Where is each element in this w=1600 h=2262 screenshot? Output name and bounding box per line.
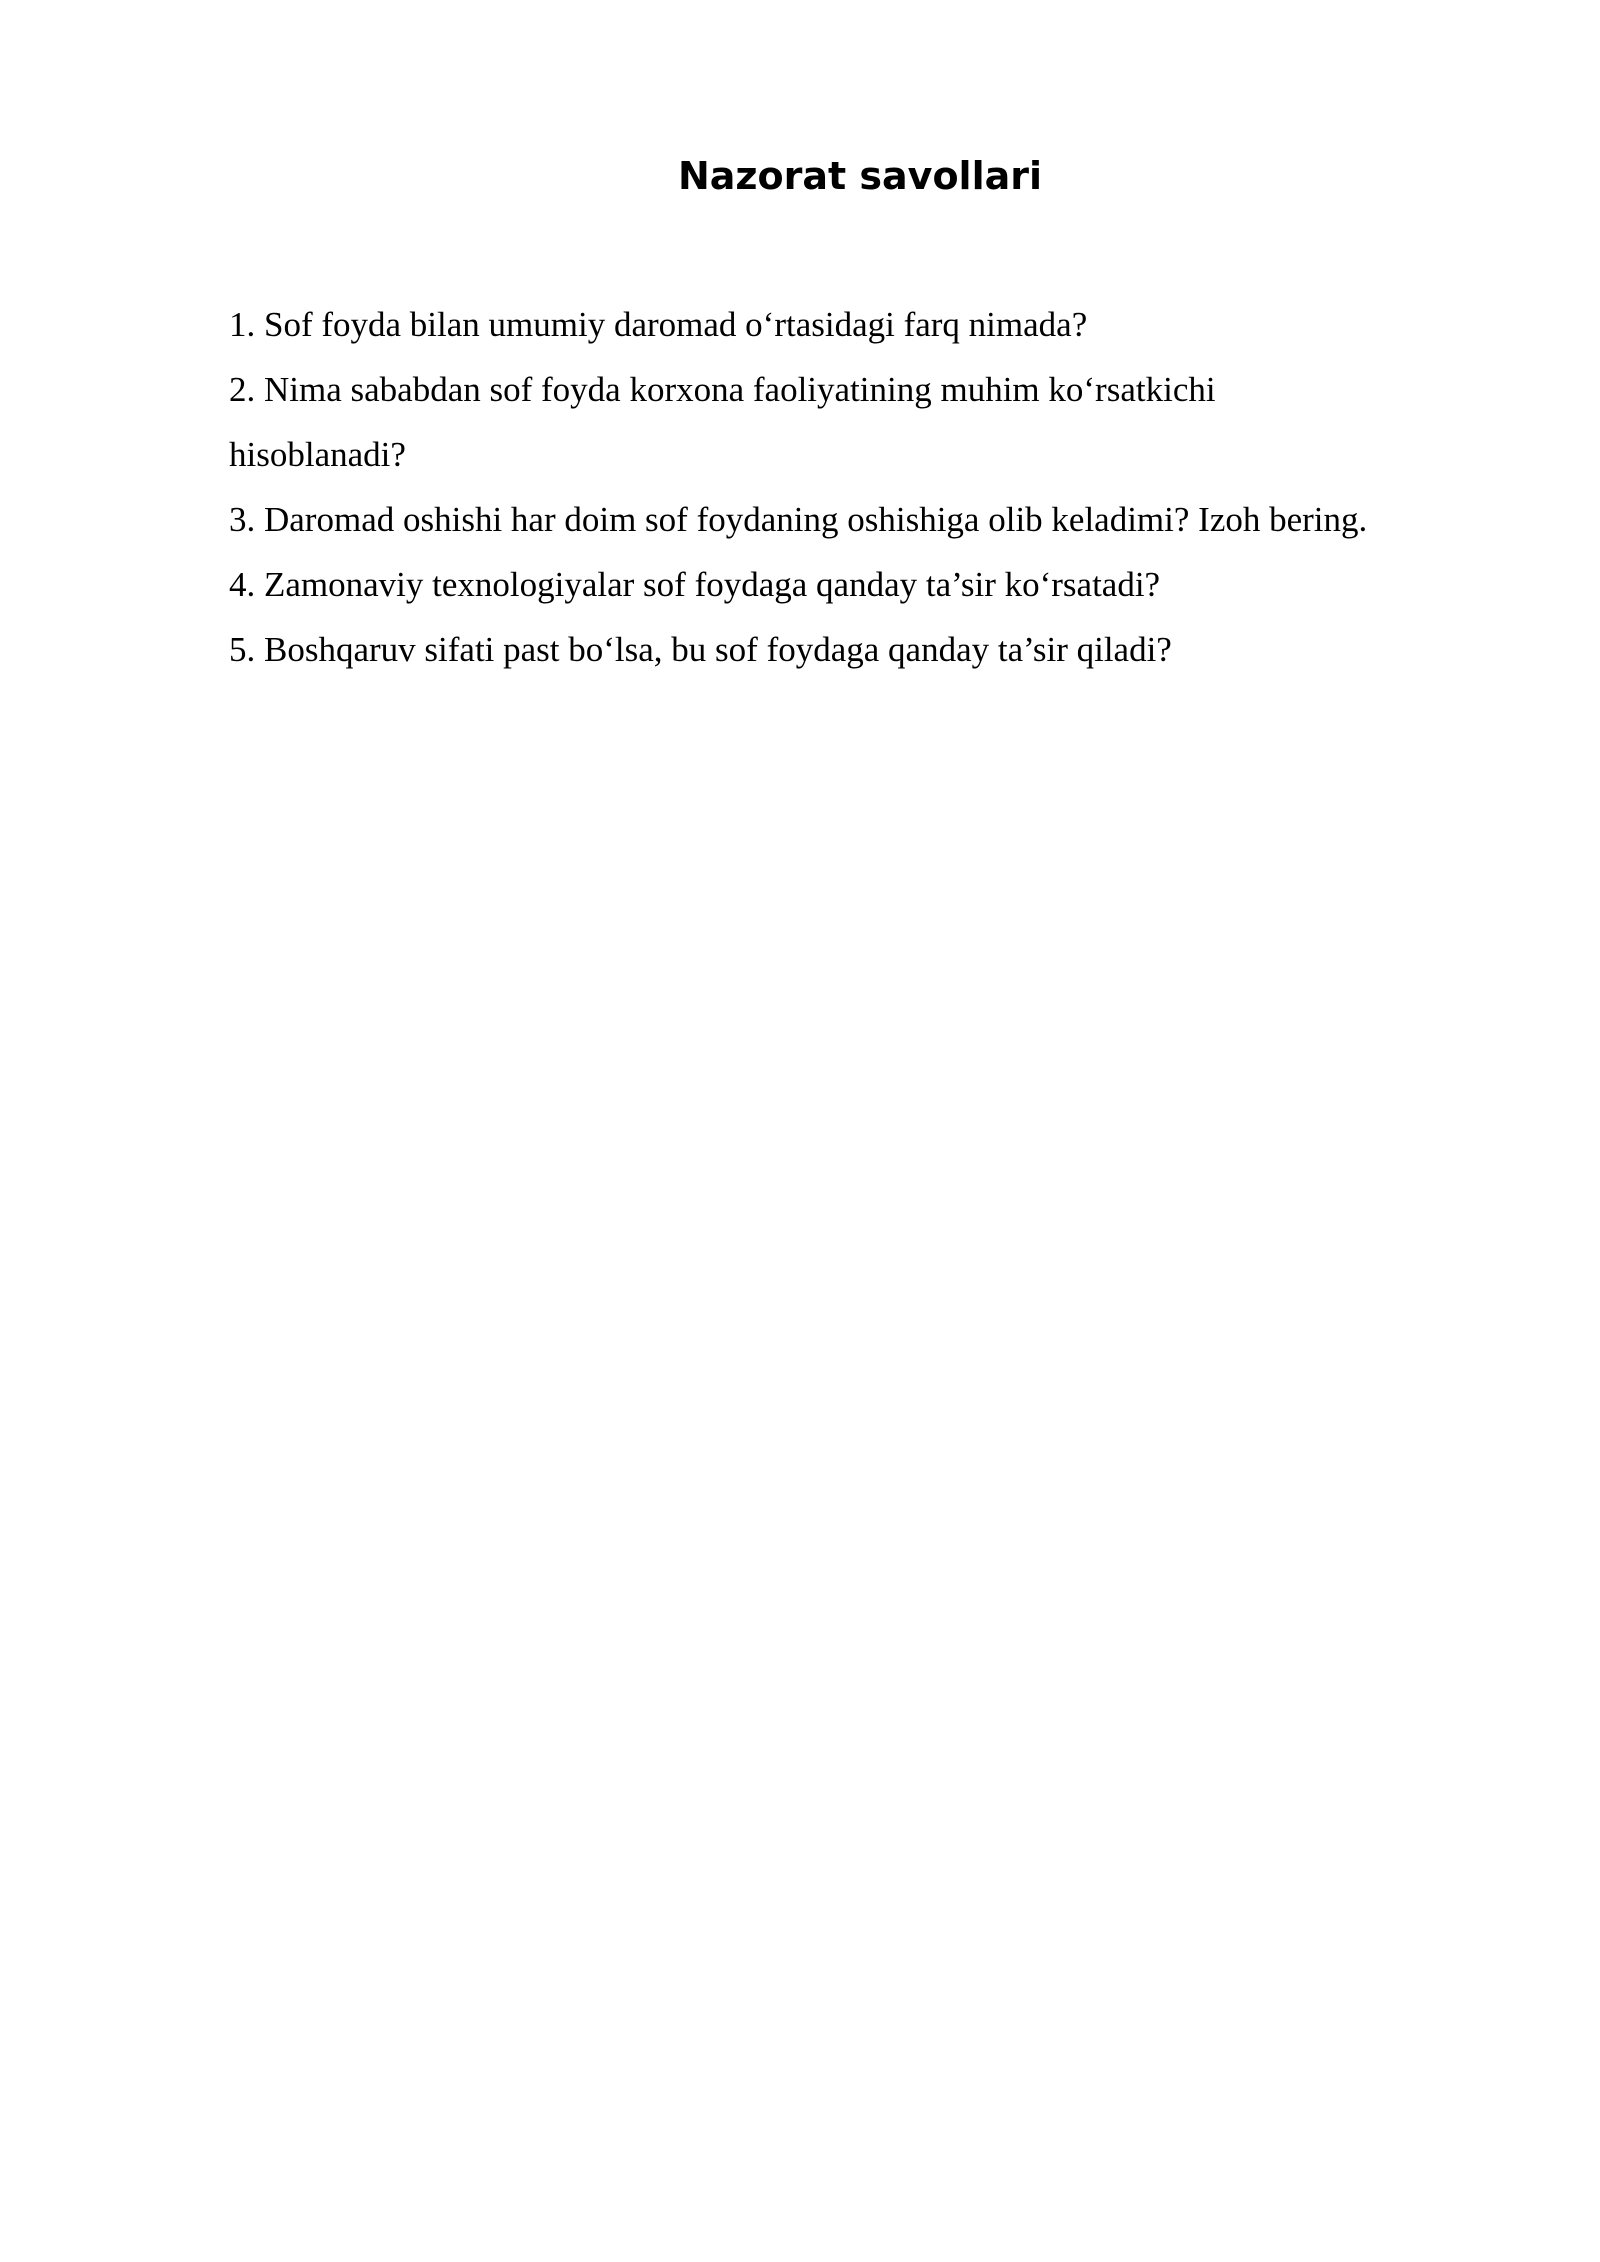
question-item: 2. Nima sababdan sof foyda korxona faoliyatining muhim ko‘rsatkichi hisoblanadi? <box>229 370 1216 474</box>
page-title: Nazorat savollari <box>677 154 1043 198</box>
question-item: 5. Boshqaruv sifati past bo‘lsa, bu sof foydaga qanday ta’sir qiladi? <box>229 630 1172 669</box>
question-item: 3. Daromad oshishi har doim sof foydaning oshishiga olib keladimi? Izoh bering. <box>229 500 1368 539</box>
question-item: 1. Sof foyda bilan umumiy daromad o‘rtasidagi farq nimada? <box>229 305 1088 344</box>
question-item: 4. Zamonaviy texnologiyalar sof foydaga qanday ta’sir ko‘rsatadi? <box>229 565 1161 604</box>
question-list <box>229 292 1529 682</box>
